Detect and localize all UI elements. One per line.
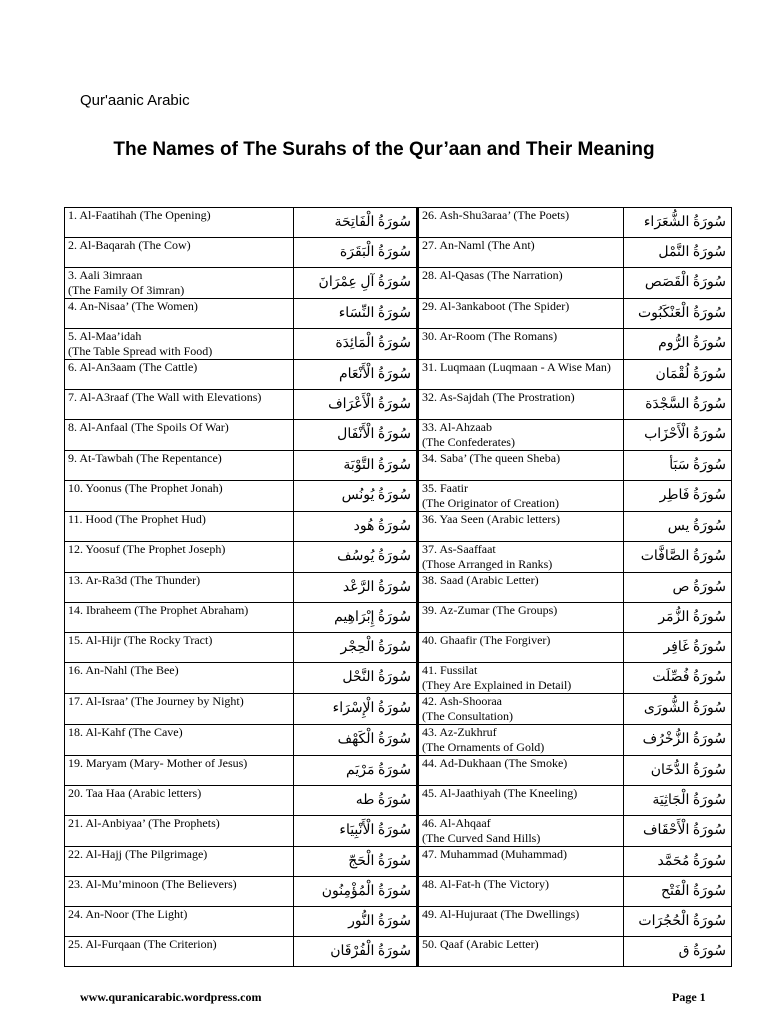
surah-arabic-name: سُورَةُ غَافِر	[624, 633, 732, 663]
surah-arabic-name: سُورَةُ ص	[624, 573, 732, 603]
surah-arabic-name: سُورَةُ الزُّمَر	[624, 603, 732, 633]
surah-arabic-name: سُورَةُ الرُّوم	[624, 329, 732, 360]
table-row	[65, 937, 732, 967]
surah-arabic-name: سُورَةُ الْفَاتِحَة	[294, 208, 418, 238]
surah-names-table	[64, 207, 732, 967]
surah-arabic-name: سُورَةُ الْقَصَص	[624, 268, 732, 299]
table-row	[65, 633, 732, 663]
table-row	[65, 420, 732, 451]
surah-english-name: 24. An-Noor (The Light)	[65, 907, 294, 937]
surah-english-name: 13. Ar-Ra3d (The Thunder)	[65, 573, 294, 603]
surah-arabic-name: سُورَةُ الْمَائِدَة	[294, 329, 418, 360]
surah-arabic-name: سُورَةُ الْكَهْف	[294, 725, 418, 756]
table-row	[65, 208, 732, 238]
surah-arabic-name: سُورَةُ الْجَاثِيَة	[624, 786, 732, 816]
surah-arabic-name: سُورَةُ هُود	[294, 512, 418, 542]
surah-arabic-name: سُورَةُ الْفَتْح	[624, 877, 732, 907]
surah-arabic-name: سُورَةُ الْإِسْرَاء	[294, 694, 418, 725]
surah-english-name: 19. Maryam (Mary- Mother of Jesus)	[65, 756, 294, 786]
surah-arabic-name: سُورَةُ الصَّافَّات	[624, 542, 732, 573]
surah-english-name: 26. Ash-Shu3araa’ (The Poets)	[418, 208, 624, 238]
surah-english-name: 44. Ad-Dukhaan (The Smoke)	[418, 756, 624, 786]
surah-english-name: 2. Al-Baqarah (The Cow)	[65, 238, 294, 268]
surah-english-name: 42. Ash-Shooraa (The Consultation)	[418, 694, 624, 725]
table-row	[65, 573, 732, 603]
surah-arabic-name: سُورَةُ الْأَعْرَاف	[294, 390, 418, 420]
surah-english-name: 16. An-Nahl (The Bee)	[65, 663, 294, 694]
surah-arabic-name: سُورَةُ يُونُس	[294, 481, 418, 512]
surah-arabic-name: سُورَةُ إِبْرَاهِيم	[294, 603, 418, 633]
surah-arabic-name: سُورَةُ لُقْمَان	[624, 360, 732, 390]
table-row	[65, 847, 732, 877]
surah-english-name: 12. Yoosuf (The Prophet Joseph)	[65, 542, 294, 573]
table-row	[65, 238, 732, 268]
surah-arabic-name: سُورَةُ الْفُرْقَان	[294, 937, 418, 967]
surah-table-body	[65, 208, 732, 967]
surah-arabic-name: سُورَةُ النُّور	[294, 907, 418, 937]
surah-english-name: 47. Muhammad (Muhammad)	[418, 847, 624, 877]
surah-english-name: 39. Az-Zumar (The Groups)	[418, 603, 624, 633]
surah-arabic-name: سُورَةُ يُوسُف	[294, 542, 418, 573]
surah-english-name: 49. Al-Hujuraat (The Dwellings)	[418, 907, 624, 937]
surah-english-name: 7. Al-A3raaf (The Wall with Elevations)	[65, 390, 294, 420]
surah-arabic-name: سُورَةُ مُحَمَّد	[624, 847, 732, 877]
surah-arabic-name: سُورَةُ الْأَحْقَاف	[624, 816, 732, 847]
document-title: The Names of The Surahs of the Qur’aan and Their Meaning	[113, 139, 655, 160]
table-row	[65, 786, 732, 816]
surah-english-name: 1. Al-Faatihah (The Opening)	[65, 208, 294, 238]
table-row	[65, 603, 732, 633]
surah-arabic-name: سُورَةُ الْمُؤْمِنُون	[294, 877, 418, 907]
surah-arabic-name: سُورَةُ الْأَنْبِيَاء	[294, 816, 418, 847]
surah-english-name: 20. Taa Haa (Arabic letters)	[65, 786, 294, 816]
surah-english-name: 9. At-Tawbah (The Repentance)	[65, 451, 294, 481]
surah-arabic-name: سُورَةُ فَاطِر	[624, 481, 732, 512]
table-row	[65, 907, 732, 937]
surah-english-name: 45. Al-Jaathiyah (The Kneeling)	[418, 786, 624, 816]
table-row	[65, 725, 732, 756]
surah-english-name: 46. Al-Ahqaaf (The Curved Sand Hills)	[418, 816, 624, 847]
surah-english-name: 18. Al-Kahf (The Cave)	[65, 725, 294, 756]
surah-arabic-name: سُورَةُ الْأَنْفَال	[294, 420, 418, 451]
footer-website-url: www.quranicarabic.wordpress.com	[80, 990, 262, 1004]
surah-english-name: 15. Al-Hijr (The Rocky Tract)	[65, 633, 294, 663]
surah-english-name: 48. Al-Fat-h (The Victory)	[418, 877, 624, 907]
surah-arabic-name: سُورَةُ ق	[624, 937, 732, 967]
surah-arabic-name: سُورَةُ الزُّخْرُف	[624, 725, 732, 756]
table-row	[65, 877, 732, 907]
surah-arabic-name: سُورَةُ الشُّعَرَاء	[624, 208, 732, 238]
surah-english-name: 34. Saba’ (The queen Sheba)	[418, 451, 624, 481]
surah-english-name: 11. Hood (The Prophet Hud)	[65, 512, 294, 542]
surah-arabic-name: سُورَةُ آلِ عِمْرَانَ	[294, 268, 418, 299]
surah-english-name: 25. Al-Furqaan (The Criterion)	[65, 937, 294, 967]
table-row	[65, 694, 732, 725]
surah-arabic-name: سُورَةُ الْعَنْكَبُوت	[624, 299, 732, 329]
surah-arabic-name: سُورَةُ فُصِّلَت	[624, 663, 732, 694]
table-row	[65, 542, 732, 573]
surah-arabic-name: سُورَةُ الدُّخَان	[624, 756, 732, 786]
surah-english-name: 3. Aali 3imraan (The Family Of 3imran)	[65, 268, 294, 299]
table-row	[65, 268, 732, 299]
surah-arabic-name: سُورَةُ الْحَجّ	[294, 847, 418, 877]
table-row	[65, 451, 732, 481]
table-row	[65, 816, 732, 847]
surah-arabic-name: سُورَةُ الْأَنْعَام	[294, 360, 418, 390]
surah-arabic-name: سُورَةُ الْحِجْر	[294, 633, 418, 663]
surah-english-name: 28. Al-Qasas (The Narration)	[418, 268, 624, 299]
table-row	[65, 299, 732, 329]
footer-page-number: Page 1	[672, 990, 706, 1004]
document-header-label: Qur'aanic Arabic	[80, 92, 190, 109]
surah-english-name: 33. Al-Ahzaab (The Confederates)	[418, 420, 624, 451]
surah-arabic-name: سُورَةُ الْأَحْزَاب	[624, 420, 732, 451]
surah-english-name: 35. Faatir (The Originator of Creation)	[418, 481, 624, 512]
surah-arabic-name: سُورَةُ النَّحْل	[294, 663, 418, 694]
surah-arabic-name: سُورَةُ يس	[624, 512, 732, 542]
surah-english-name: 6. Al-An3aam (The Cattle)	[65, 360, 294, 390]
surah-arabic-name: سُورَةُ النَّمْل	[624, 238, 732, 268]
surah-english-name: 21. Al-Anbiyaa’ (The Prophets)	[65, 816, 294, 847]
surah-english-name: 40. Ghaafir (The Forgiver)	[418, 633, 624, 663]
surah-arabic-name: سُورَةُ مَرْيَم	[294, 756, 418, 786]
surah-english-name: 29. Al-3ankaboot (The Spider)	[418, 299, 624, 329]
surah-arabic-name: سُورَةُ التَّوْبَة	[294, 451, 418, 481]
surah-english-name: 14. Ibraheem (The Prophet Abraham)	[65, 603, 294, 633]
surah-english-name: 31. Luqmaan (Luqmaan - A Wise Man)	[418, 360, 624, 390]
surah-english-name: 4. An-Nisaa’ (The Women)	[65, 299, 294, 329]
surah-english-name: 50. Qaaf (Arabic Letter)	[418, 937, 624, 967]
surah-arabic-name: سُورَةُ الرَّعْد	[294, 573, 418, 603]
surah-english-name: 23. Al-Mu’minoon (The Believers)	[65, 877, 294, 907]
surah-arabic-name: سُورَةُ الْبَقَرَة	[294, 238, 418, 268]
table-row	[65, 512, 732, 542]
surah-english-name: 41. Fussilat (They Are Explained in Detail)	[418, 663, 624, 694]
table-row	[65, 329, 732, 360]
table-row	[65, 360, 732, 390]
table-row	[65, 481, 732, 512]
surah-english-name: 36. Yaa Seen (Arabic letters)	[418, 512, 624, 542]
surah-english-name: 38. Saad (Arabic Letter)	[418, 573, 624, 603]
surah-english-name: 27. An-Naml (The Ant)	[418, 238, 624, 268]
surah-english-name: 32. As-Sajdah (The Prostration)	[418, 390, 624, 420]
surah-english-name: 22. Al-Hajj (The Pilgrimage)	[65, 847, 294, 877]
surah-english-name: 30. Ar-Room (The Romans)	[418, 329, 624, 360]
table-row	[65, 663, 732, 694]
surah-english-name: 43. Az-Zukhruf (The Ornaments of Gold)	[418, 725, 624, 756]
surah-arabic-name: سُورَةُ السَّجْدَة	[624, 390, 732, 420]
surah-arabic-name: سُورَةُ الشُّورَى	[624, 694, 732, 725]
surah-arabic-name: سُورَةُ الْحُجُرَات	[624, 907, 732, 937]
surah-english-name: 37. As-Saaffaat (Those Arranged in Ranks)	[418, 542, 624, 573]
surah-english-name: 10. Yoonus (The Prophet Jonah)	[65, 481, 294, 512]
table-row	[65, 756, 732, 786]
surah-arabic-name: سُورَةُ النِّسَاء	[294, 299, 418, 329]
table-row	[65, 390, 732, 420]
surah-english-name: 5. Al-Maa’idah (The Table Spread with Food)	[65, 329, 294, 360]
surah-arabic-name: سُورَةُ طه	[294, 786, 418, 816]
surah-arabic-name: سُورَةُ سَبَأ	[624, 451, 732, 481]
surah-english-name: 8. Al-Anfaal (The Spoils Of War)	[65, 420, 294, 451]
surah-english-name: 17. Al-Israa’ (The Journey by Night)	[65, 694, 294, 725]
